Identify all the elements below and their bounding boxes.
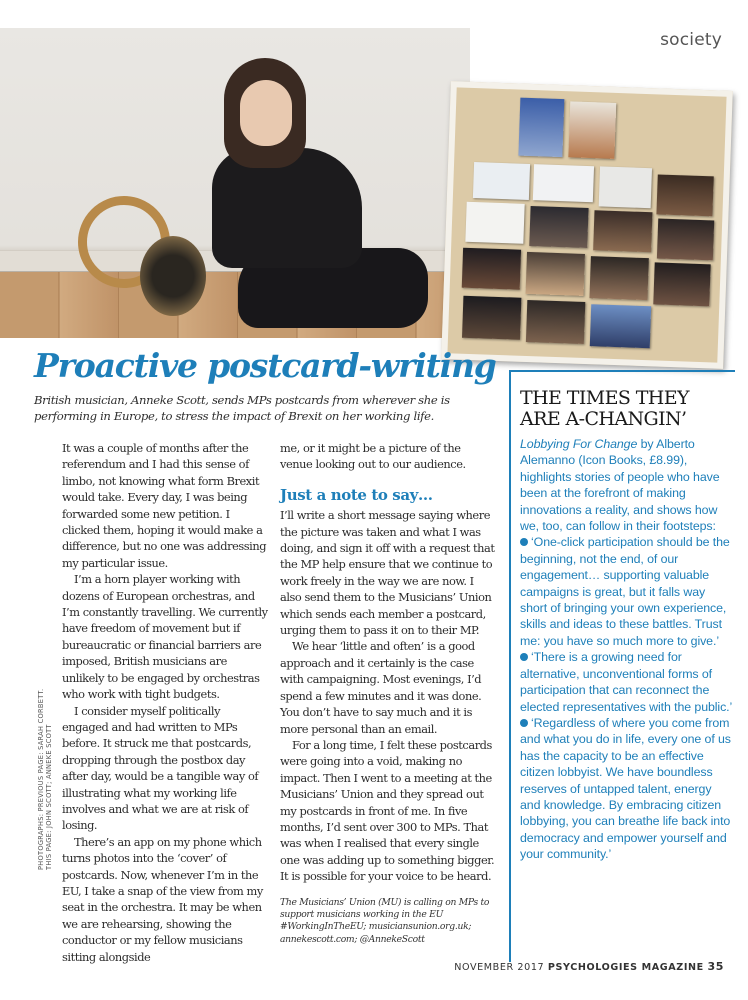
postcard-5: [599, 166, 652, 208]
paragraph: For a long time, I felt these postcards were going into a void, making no impact. Then I went to a meeting at the Musicians’ Union and they spread out my postcards in front of me. In five months, I’d sent over 300 to MPs. That was when I realised that every single one was adding up to something bigger. It is possible for your voice to be heard.: [280, 737, 495, 884]
sidebar-quote: ‘One-click participation should be the beginning, not the end, of our engagement… supporting valuable campaigns is great, but it falls way short of bringing your own experience, skills and ideas to these battles. Trust me: you have so much more to give.’: [520, 535, 730, 648]
sidebar-body: [520, 436, 734, 863]
sidebar-intro: by Alberto Alemanno (Icon Books, £8.99), highlights stories of people who have been at the forefront of making innovations a reality, and shows how we, too, can follow in their footsteps:: [520, 437, 720, 534]
postcard-11: [462, 248, 521, 290]
issue-date: NOVEMBER 2017: [454, 962, 545, 973]
section-tag: society: [660, 30, 722, 50]
musician-face: [240, 80, 292, 146]
postcard-9: [593, 210, 652, 252]
paragraph: me, or it might be a picture of the venue looking out to our audience.: [280, 441, 466, 472]
standfirst: British musician, Anneke Scott, sends MPs postcards from wherever she is performing in Europe, to stress the impact of Brexit on her working life.: [34, 393, 450, 423]
campaign-note: The Musicians’ Union (MU) is calling on MPs to support musicians working in the EU #WorkingInTheEU; musiciansunion.org.uk; annekescott.com; @AnnekeScott: [280, 896, 490, 945]
paragraph: It was a couple of months after the referendum and I had this sense of limbo, not knowing what form Brexit would take. Every day, I was being forwarded some new petition. I clicked them, hoping it would make a difference, but no one was addressing my particular issue.: [62, 441, 267, 570]
bullet-icon: [520, 719, 528, 727]
paragraph: There’s an app on my phone which turns photos into the ‘cover’ of postcards. Now, whenever I’m in the EU, I take a snap of the view from my seat in the orchestra. It may be when we are rehearsing, showing the conductor or my fellow musicians sitting alongside: [62, 834, 263, 964]
postcard-12: [526, 252, 585, 296]
paragraph: I’m a horn player working with dozens of European orchestras, and I’m constantly travelling. We currently have freedom of movement but if bureaucratic or financial barriers are imposed, British musicians are unlikely to be engaged by orchestras who work with tight budgets.: [62, 572, 268, 702]
bullet-icon: [520, 538, 528, 546]
magazine-name: PSYCHOLOGIES MAGAZINE: [547, 962, 704, 973]
sidebar-box: [509, 370, 735, 962]
bullet-icon: [520, 653, 528, 661]
postcard-7: [465, 202, 524, 244]
photo-credit-line: THIS PAGE: JOHN SCOTT; ANNEKE SCOTT: [45, 724, 54, 870]
sidebar-quote: ‘There is a growing need for alternative, unconventional forms of participation that can reconnect the elected representatives with the public.’: [520, 650, 733, 714]
body-column-2: [280, 440, 496, 946]
postcard-16: [526, 300, 585, 344]
sidebar-quote: ‘Regardless of where you come from and what you do in life, every one of us has the capacity to be an effective citizen lobbyist. We have boundless reserves of untapped talent, energy and knowledge. By embracing citizen lobbying, you can breathe life back into democracy and empower yourself and your community.’: [520, 715, 731, 862]
postcard-10: [657, 218, 714, 260]
postcards-photo: [441, 81, 733, 369]
headline: Proactive postcard-writing: [34, 346, 496, 385]
postcard-3: [473, 162, 530, 200]
postcard-14: [653, 262, 710, 306]
page-footer: [454, 960, 724, 973]
postcard-4: [533, 164, 594, 202]
photo-credit: [37, 660, 54, 870]
postcard-13: [589, 256, 648, 300]
postcard-8: [529, 206, 588, 248]
book-title: Lobbying For Change: [520, 437, 638, 451]
subheading: Just a note to say…: [280, 485, 433, 504]
sidebar-title: THE TIMES THEY ARE A-CHANGIN’: [520, 387, 689, 430]
postcard-1: [518, 98, 564, 158]
paragraph: I’ll write a short message saying where the picture was taken and what I was doing, and sign it off with a request that the MP help ensure that we continue to work freely in the way we are now. I also send them to the Musicians’ Union which sends each member a postcard, urging them to pass it on to their MP.: [280, 508, 495, 638]
postcard-17: [590, 304, 651, 348]
paragraph: I consider myself politically engaged and had written to MPs before. It struck me that postcards, dropping through the postbox day after day, would be a tangible way of illustrating what my working life involves and what we are at risk of losing.: [62, 703, 259, 833]
hero-photo: [0, 28, 470, 338]
french-horn-bell: [140, 236, 206, 316]
body-column-1: [62, 440, 268, 965]
postcard-6: [656, 174, 713, 216]
page-number: 35: [707, 960, 724, 973]
postcard-15: [462, 296, 521, 340]
postcard-2: [568, 101, 616, 159]
paragraph: We hear ‘little and often’ is a good approach and it certainly is the case with campaigning. Most evenings, I’d spend a few minutes and it was done. You don’t have to say much and it is more personal than an email.: [280, 639, 482, 736]
photo-credit-line: PHOTOGRAPHS: PREVIOUS PAGE: SARAH CORBETT.: [37, 688, 45, 870]
